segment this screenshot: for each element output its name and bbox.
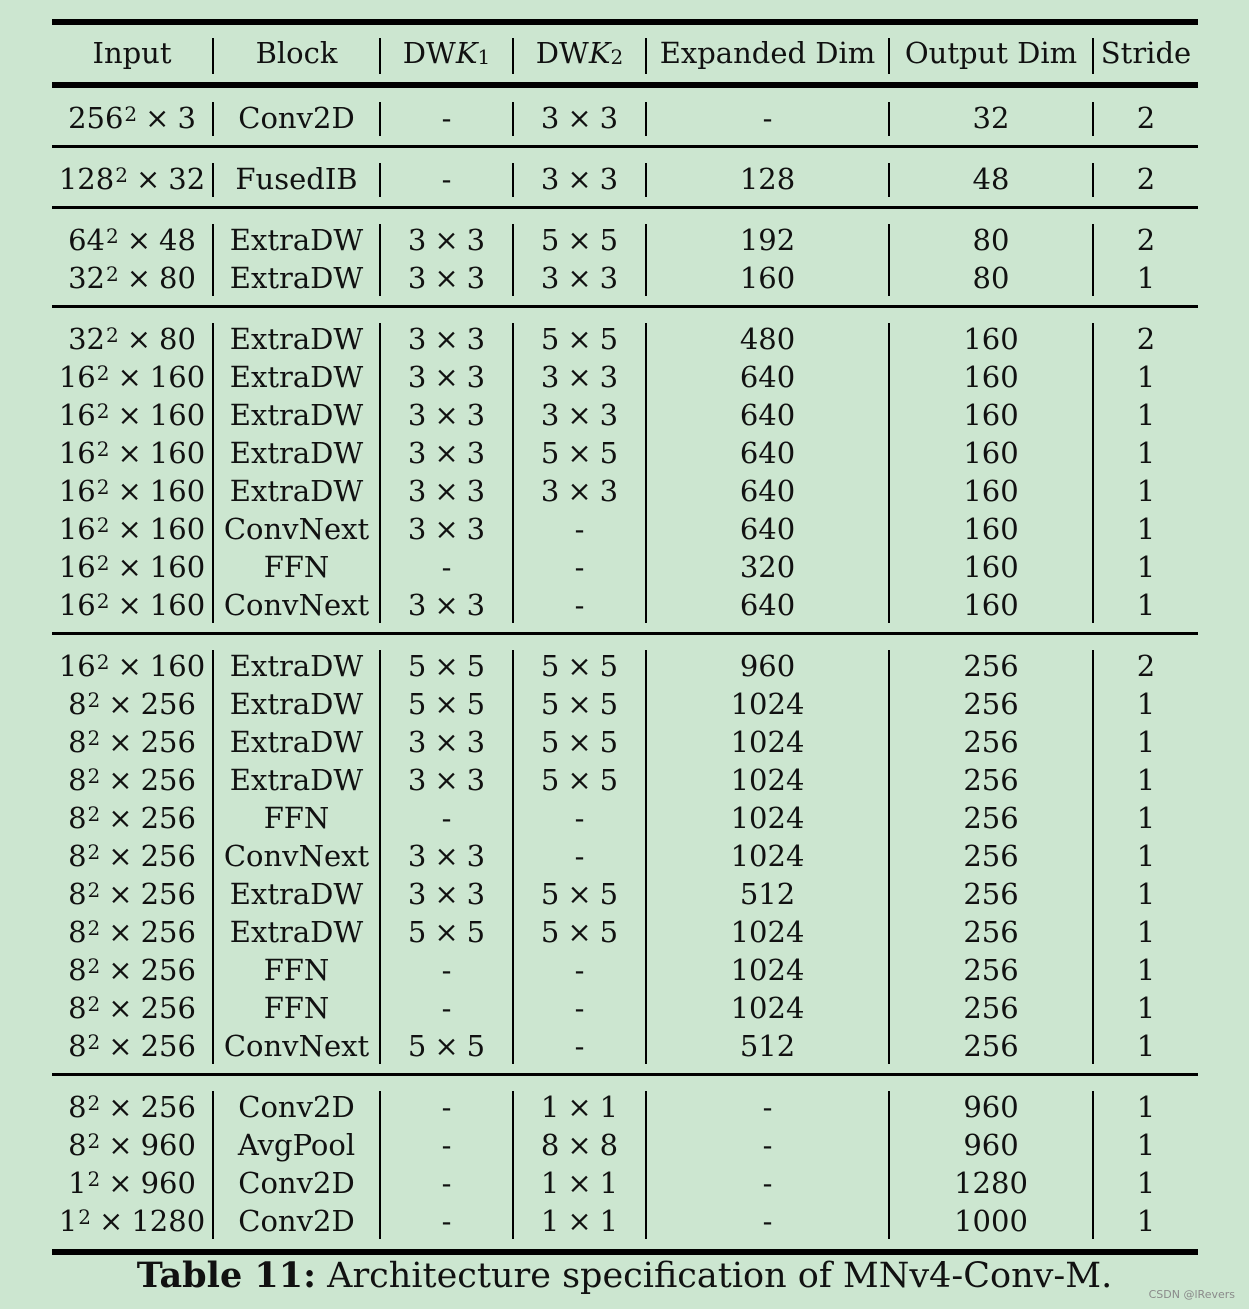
cell-dw-k1: 5 × 5: [407, 648, 486, 683]
cell-expanded: 1024: [730, 724, 805, 759]
cell-expanded: 1024: [730, 686, 805, 721]
cell-block: ConvNext: [223, 587, 370, 622]
cell-output: 256: [963, 914, 1019, 949]
group-separator-rule: [52, 1073, 1198, 1076]
cell-block: FFN: [263, 800, 330, 835]
cell-expanded: 128: [739, 161, 796, 196]
cell-stride: 1: [1136, 686, 1156, 721]
cell-expanded: 1024: [730, 990, 805, 1025]
group-separator-rule: [52, 206, 1198, 209]
cell-output: 32: [972, 100, 1010, 135]
cell-stride: 1: [1136, 724, 1156, 759]
cell-expanded: 512: [739, 1028, 796, 1063]
cell-dw-k2: 5 × 5: [540, 876, 619, 911]
cell-input: 16 $^2$ × 160: [58, 511, 206, 546]
cell-dw-k1: -: [441, 952, 452, 987]
cell-input: 8 $^2$ × 256: [68, 686, 196, 721]
cell-output: 256: [963, 800, 1019, 835]
cell-dw-k2: -: [574, 952, 585, 987]
cell-stride: 1: [1136, 914, 1156, 949]
cell-dw-k2: 5 × 5: [540, 435, 619, 470]
cell-dw-k2: 5 × 5: [540, 321, 619, 356]
cell-input: 16 $^2$ × 160: [58, 435, 206, 470]
cell-dw-k1: -: [441, 549, 452, 584]
cell-stride: 1: [1136, 435, 1156, 470]
cell-dw-k2: -: [574, 587, 585, 622]
cell-block: ExtraDW: [229, 397, 364, 432]
header-input: Input: [92, 35, 172, 70]
cell-dw-k2: 5 × 5: [540, 222, 619, 257]
cell-output: 160: [963, 587, 1019, 622]
cell-dw-k1: -: [441, 1203, 452, 1238]
table-caption: [0, 1255, 1249, 1297]
cell-dw-k1: 3 × 3: [407, 511, 486, 546]
cell-dw-k1: 3 × 3: [407, 838, 486, 873]
cell-expanded: 160: [739, 260, 796, 295]
cell-dw-k1: 3 × 3: [407, 473, 486, 508]
cell-expanded: -: [762, 1127, 773, 1162]
cell-input: 16 $^2$ × 160: [58, 648, 206, 683]
cell-block: ConvNext: [223, 838, 370, 873]
cell-block: ExtraDW: [229, 359, 364, 394]
cell-input: 128 $^2$ × 32: [58, 161, 206, 196]
cell-block: ExtraDW: [229, 686, 364, 721]
cell-output: 48: [972, 161, 1010, 196]
cell-output: 160: [963, 321, 1019, 356]
cell-input: 8 $^2$ × 256: [68, 838, 196, 873]
cell-dw-k2: -: [574, 838, 585, 873]
cell-stride: 1: [1136, 587, 1156, 622]
cell-dw-k2: 1 × 1: [540, 1089, 619, 1124]
cell-dw-k1: 3 × 3: [407, 435, 486, 470]
cell-block: ExtraDW: [229, 473, 364, 508]
cell-dw-k1: -: [441, 800, 452, 835]
cell-output: 256: [963, 952, 1019, 987]
cell-input: 16 $^2$ × 160: [58, 473, 206, 508]
cell-expanded: 480: [739, 321, 796, 356]
cell-stride: 1: [1136, 952, 1156, 987]
cell-stride: 2: [1136, 222, 1156, 257]
group-separator-rule: [52, 145, 1198, 148]
cell-expanded: -: [762, 100, 773, 135]
cell-block: ExtraDW: [229, 648, 364, 683]
cell-dw-k1: 3 × 3: [407, 222, 486, 257]
cell-stride: 1: [1136, 762, 1156, 797]
cell-dw-k2: 3 × 3: [540, 397, 619, 432]
cell-stride: 1: [1136, 260, 1156, 295]
cell-expanded: 1024: [730, 762, 805, 797]
cell-input: 16 $^2$ × 160: [58, 587, 206, 622]
cell-input: 8 $^2$ × 256: [68, 762, 196, 797]
cell-dw-k2: 5 × 5: [540, 724, 619, 759]
cell-dw-k1: 3 × 3: [407, 724, 486, 759]
cell-dw-k2: 5 × 5: [540, 686, 619, 721]
cell-output: 160: [963, 359, 1019, 394]
cell-expanded: 1024: [730, 914, 805, 949]
cell-stride: 1: [1136, 1127, 1156, 1162]
cell-block: ExtraDW: [229, 762, 364, 797]
cell-dw-k2: -: [574, 800, 585, 835]
cell-expanded: -: [762, 1203, 773, 1238]
cell-dw-k2: -: [574, 990, 585, 1025]
group-separator-rule: [52, 305, 1198, 308]
cell-output: 160: [963, 511, 1019, 546]
cell-output: 960: [963, 1089, 1019, 1124]
cell-dw-k1: 3 × 3: [407, 359, 486, 394]
cell-expanded: 512: [739, 876, 796, 911]
cell-input: 8 $^2$ × 960: [68, 1127, 196, 1162]
cell-input: 8 $^2$ × 256: [68, 914, 196, 949]
cell-expanded: -: [762, 1089, 773, 1124]
cell-output: 256: [963, 648, 1019, 683]
caption-label: Table 11:: [136, 1255, 317, 1296]
cell-expanded: 1024: [730, 952, 805, 987]
cell-stride: 1: [1136, 838, 1156, 873]
cell-stride: 1: [1136, 876, 1156, 911]
cell-block: Conv2D: [238, 1089, 355, 1124]
cell-input: 1 $^2$ × 960: [68, 1165, 196, 1200]
cell-stride: 1: [1136, 549, 1156, 584]
cell-stride: 2: [1136, 100, 1156, 135]
cell-input: 8 $^2$ × 256: [68, 1089, 196, 1124]
cell-expanded: 320: [739, 549, 796, 584]
cell-input: 8 $^2$ × 256: [68, 952, 196, 987]
cell-stride: 2: [1136, 321, 1156, 356]
cell-stride: 1: [1136, 359, 1156, 394]
cell-block: AvgPool: [237, 1127, 356, 1162]
cell-output: 256: [963, 724, 1019, 759]
cell-input: 16 $^2$ × 160: [58, 549, 206, 584]
cell-dw-k2: 3 × 3: [540, 260, 619, 295]
cell-dw-k2: 3 × 3: [540, 473, 619, 508]
cell-dw-k1: 3 × 3: [407, 587, 486, 622]
cell-input: 8 $^2$ × 256: [68, 876, 196, 911]
cell-input: 8 $^2$ × 256: [68, 724, 196, 759]
header-expanded: Expanded Dim: [659, 35, 876, 70]
cell-stride: 2: [1136, 648, 1156, 683]
watermark: CSDN @lRevers: [1148, 1288, 1235, 1301]
cell-input: 16 $^2$ × 160: [58, 397, 206, 432]
cell-stride: 1: [1136, 1165, 1156, 1200]
cell-dw-k2: 5 × 5: [540, 914, 619, 949]
cell-output: 160: [963, 435, 1019, 470]
cell-dw-k1: -: [441, 1127, 452, 1162]
cell-block: ExtraDW: [229, 876, 364, 911]
cell-dw-k2: 5 × 5: [540, 648, 619, 683]
cell-stride: 1: [1136, 1089, 1156, 1124]
cell-block: ConvNext: [223, 1028, 370, 1063]
cell-expanded: 640: [739, 511, 796, 546]
cell-dw-k1: -: [441, 1165, 452, 1200]
header-bottom-rule: [52, 82, 1198, 88]
cell-output: 80: [972, 260, 1010, 295]
group-separator-rule: [52, 632, 1198, 635]
cell-output: 256: [963, 990, 1019, 1025]
cell-block: ConvNext: [223, 511, 370, 546]
cell-expanded: 640: [739, 473, 796, 508]
cell-dw-k1: 3 × 3: [407, 260, 486, 295]
cell-output: 160: [963, 473, 1019, 508]
cell-input: 8 $^2$ × 256: [68, 1028, 196, 1063]
cell-block: FFN: [263, 990, 330, 1025]
cell-output: 256: [963, 686, 1019, 721]
cell-stride: 2: [1136, 161, 1156, 196]
cell-dw-k2: -: [574, 549, 585, 584]
cell-dw-k1: 3 × 3: [407, 876, 486, 911]
cell-stride: 1: [1136, 1203, 1156, 1238]
cell-block: ExtraDW: [229, 914, 364, 949]
cell-block: Conv2D: [238, 1203, 355, 1238]
cell-stride: 1: [1136, 800, 1156, 835]
cell-block: FFN: [263, 952, 330, 987]
cell-expanded: 640: [739, 359, 796, 394]
cell-stride: 1: [1136, 1028, 1156, 1063]
header-dw-k1: DW K $_1$: [402, 35, 491, 70]
caption-text: Architecture specification of MNv4-Conv-M.: [327, 1256, 1113, 1296]
header-stride: Stride: [1100, 35, 1192, 70]
cell-output: 160: [963, 549, 1019, 584]
cell-expanded: 640: [739, 587, 796, 622]
header-block: Block: [255, 35, 338, 70]
cell-dw-k1: -: [441, 161, 452, 196]
cell-dw-k1: 5 × 5: [407, 686, 486, 721]
cell-block: ExtraDW: [229, 222, 364, 257]
cell-block: ExtraDW: [229, 724, 364, 759]
cell-output: 80: [972, 222, 1010, 257]
cell-dw-k1: 3 × 3: [407, 397, 486, 432]
table-top-rule: [52, 19, 1198, 25]
cell-dw-k1: 3 × 3: [407, 762, 486, 797]
cell-input: 8 $^2$ × 256: [68, 990, 196, 1025]
cell-dw-k1: 3 × 3: [407, 321, 486, 356]
cell-dw-k2: 3 × 3: [540, 359, 619, 394]
cell-block: ExtraDW: [229, 321, 364, 356]
cell-block: ExtraDW: [229, 435, 364, 470]
cell-expanded: 192: [739, 222, 796, 257]
cell-stride: 1: [1136, 397, 1156, 432]
cell-dw-k2: 5 × 5: [540, 762, 619, 797]
cell-dw-k1: -: [441, 990, 452, 1025]
cell-block: FFN: [263, 549, 330, 584]
cell-expanded: -: [762, 1165, 773, 1200]
cell-stride: 1: [1136, 511, 1156, 546]
cell-input: 64 $^2$ × 48: [68, 222, 196, 257]
cell-expanded: 640: [739, 435, 796, 470]
cell-dw-k1: -: [441, 1089, 452, 1124]
cell-expanded: 1024: [730, 838, 805, 873]
cell-input: 8 $^2$ × 256: [68, 800, 196, 835]
cell-dw-k2: 3 × 3: [540, 161, 619, 196]
cell-output: 160: [963, 397, 1019, 432]
cell-block: Conv2D: [238, 1165, 355, 1200]
cell-input: 32 $^2$ × 80: [68, 260, 196, 295]
cell-expanded: 640: [739, 397, 796, 432]
cell-output: 256: [963, 1028, 1019, 1063]
cell-dw-k1: 5 × 5: [407, 914, 486, 949]
cell-output: 960: [963, 1127, 1019, 1162]
cell-dw-k1: -: [441, 100, 452, 135]
cell-input: 32 $^2$ × 80: [68, 321, 196, 356]
cell-stride: 1: [1136, 473, 1156, 508]
cell-input: 256 $^2$ × 3: [68, 100, 196, 135]
cell-input: 1 $^2$ × 1280: [58, 1203, 206, 1238]
cell-dw-k2: 3 × 3: [540, 100, 619, 135]
cell-input: 16 $^2$ × 160: [58, 359, 206, 394]
cell-expanded: 1024: [730, 800, 805, 835]
cell-output: 1280: [954, 1165, 1028, 1200]
cell-output: 1000: [954, 1203, 1028, 1238]
cell-dw-k2: -: [574, 511, 585, 546]
cell-stride: 1: [1136, 990, 1156, 1025]
cell-dw-k2: 1 × 1: [540, 1203, 619, 1238]
cell-block: ExtraDW: [229, 260, 364, 295]
cell-output: 256: [963, 762, 1019, 797]
cell-block: Conv2D: [238, 100, 355, 135]
cell-expanded: 960: [739, 648, 796, 683]
cell-output: 256: [963, 838, 1019, 873]
header-dw-k2: DW K $_2$: [535, 35, 624, 70]
cell-dw-k2: 8 × 8: [540, 1127, 619, 1162]
cell-output: 256: [963, 876, 1019, 911]
cell-block: FusedIB: [235, 161, 358, 196]
cell-dw-k2: 1 × 1: [540, 1165, 619, 1200]
header-output: Output Dim: [904, 35, 1078, 70]
cell-dw-k2: -: [574, 1028, 585, 1063]
cell-dw-k1: 5 × 5: [407, 1028, 486, 1063]
